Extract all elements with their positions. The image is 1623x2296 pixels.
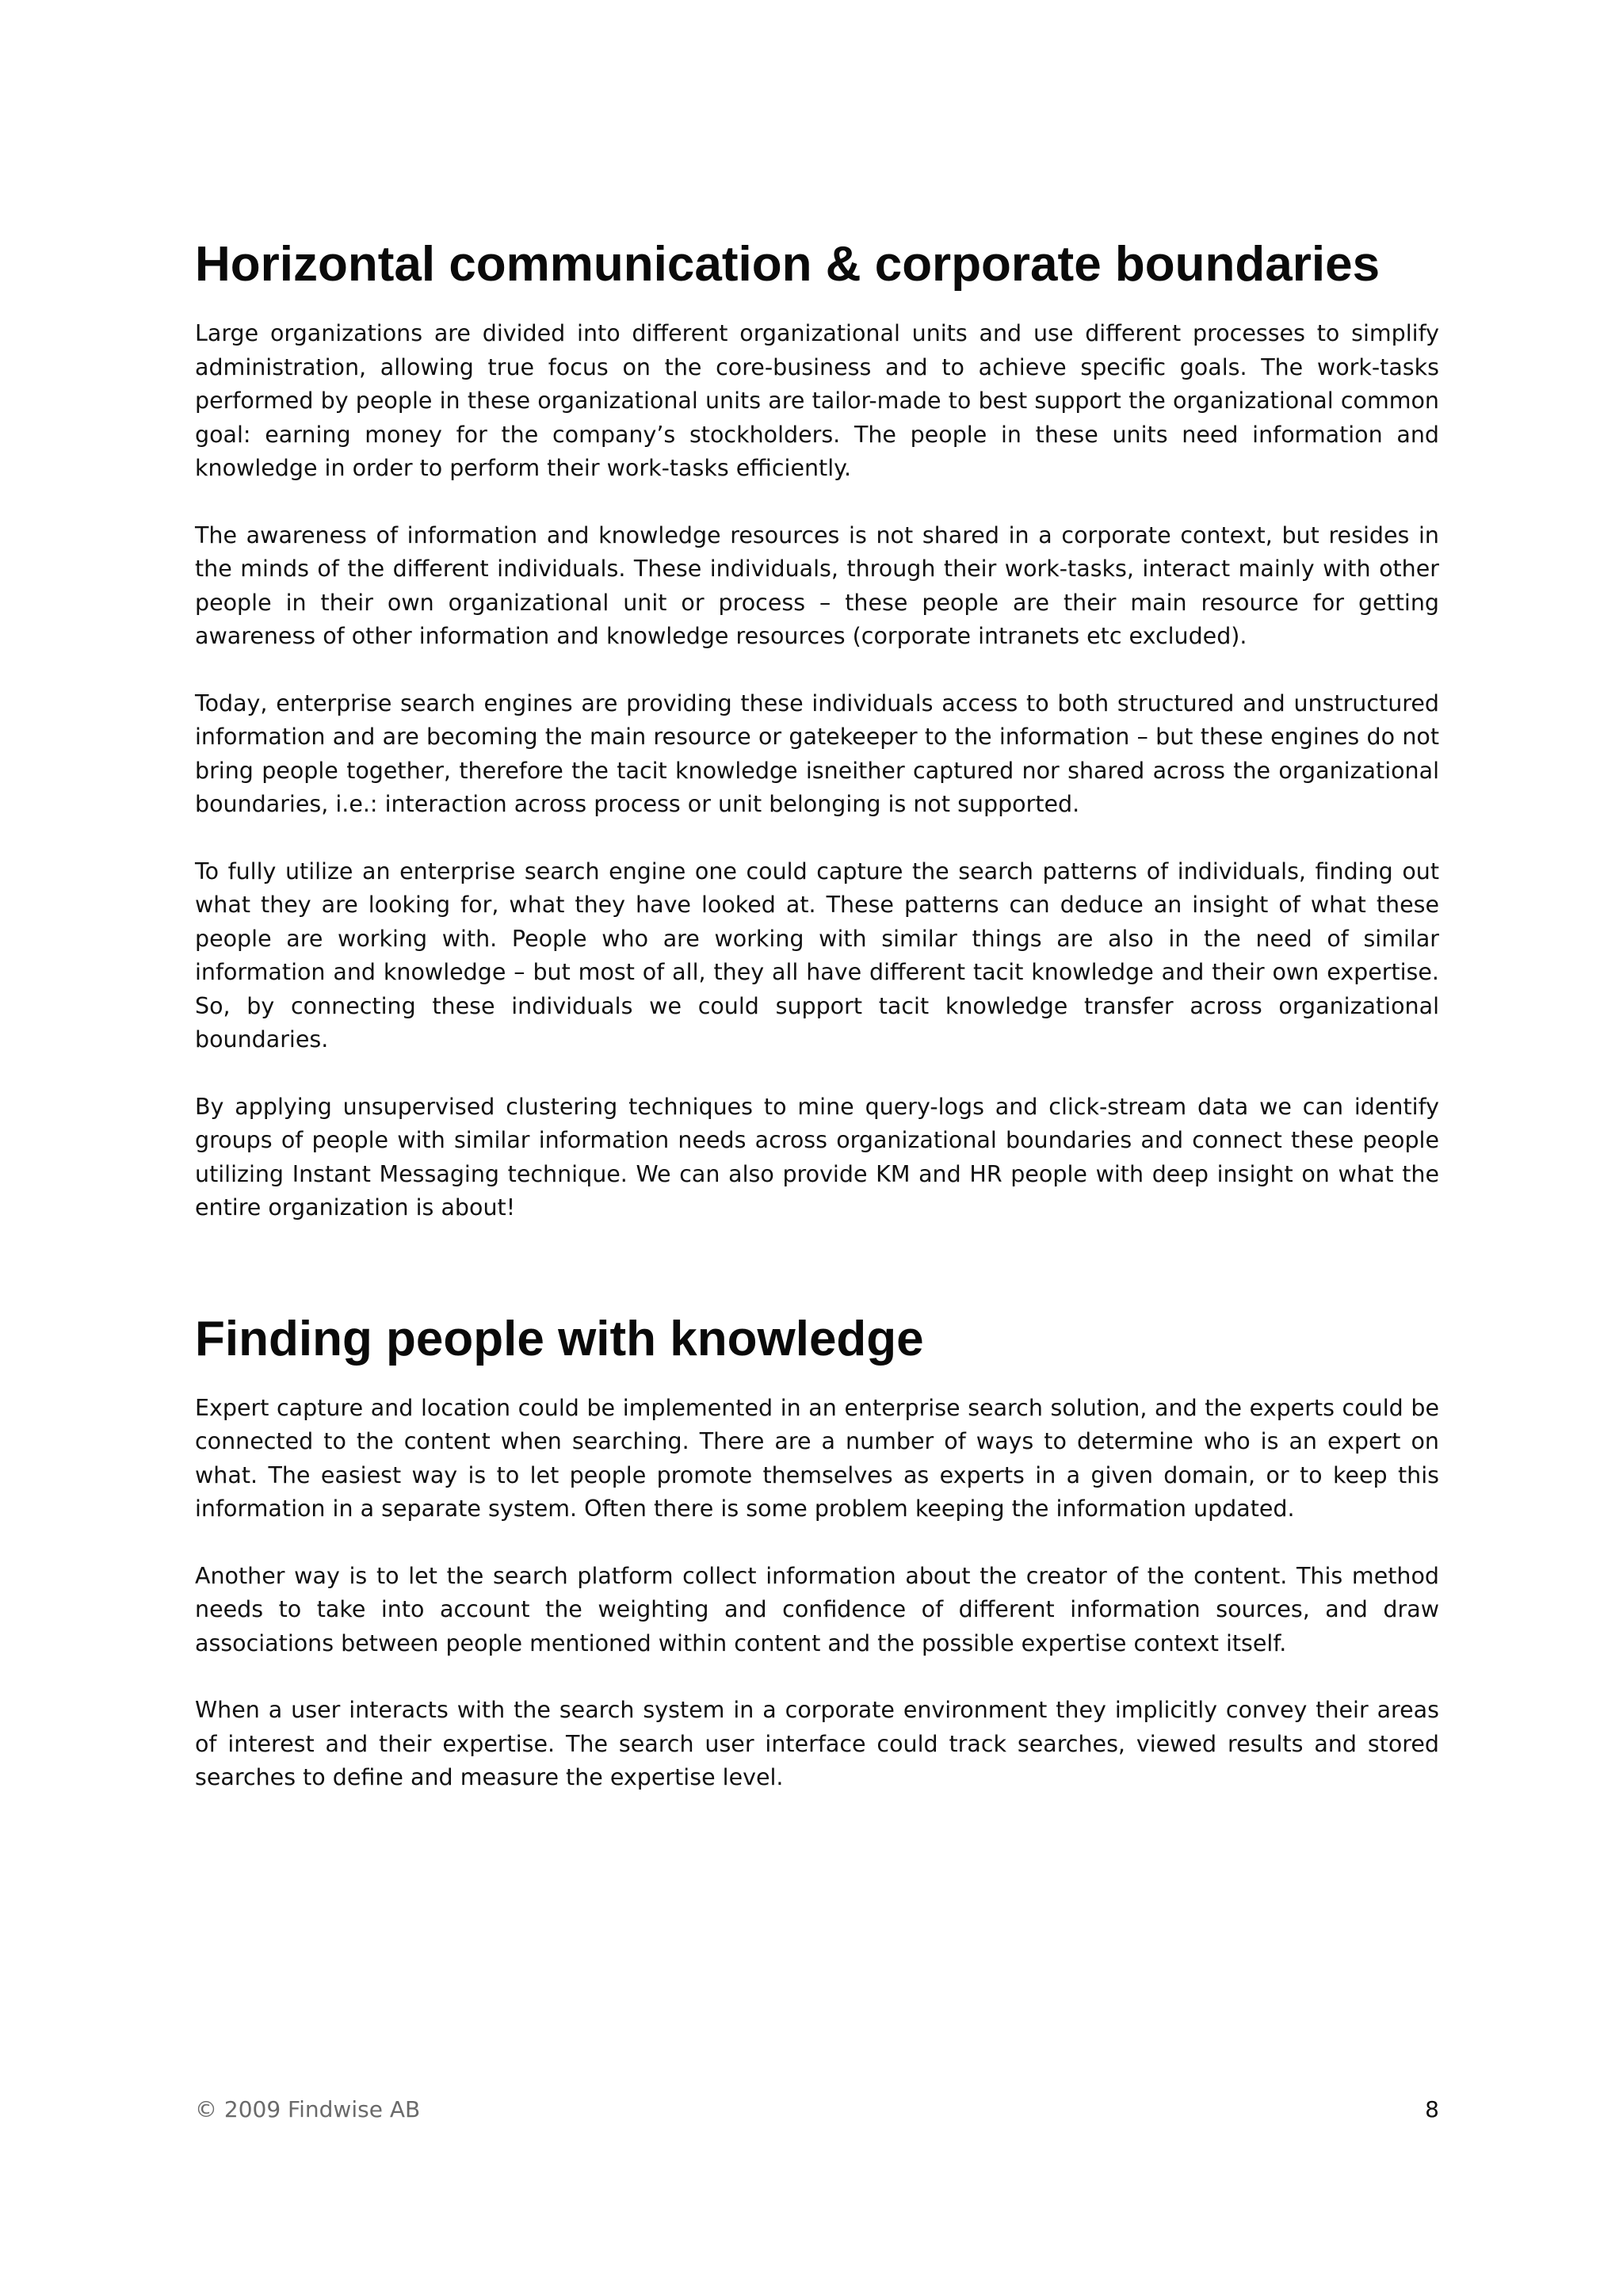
section-heading-finding-people: Finding people with knowledge (195, 1311, 924, 1366)
page-number: 8 (1425, 2096, 1439, 2122)
paragraph: The awareness of information and knowledge resources is not shared in a corporate context, but resides in the minds of the different individuals. These individuals, through their work-tasks, interact mainly with other people in their own organizational unit or process – these people are their main resource for getting awareness of other information and knowledge resources (corporate intranets etc excluded). (195, 521, 1439, 650)
paragraph: Another way is to let the search platform collect information about the creator of the content. This method needs to take into account the weighting and confidence of different information sources, and draw associations between people mentioned within content and the possible expertise context itself. (195, 1562, 1439, 1656)
copyright-notice: © 2009 Findwise AB (195, 2096, 421, 2122)
page-content (195, 238, 1439, 1828)
paragraph: When a user interacts with the search system in a corporate environment they implicitly convey their areas of interest and their expertise. The search user interface could track searches, viewed results and stored searches to define and measure the expertise level. (195, 1697, 1439, 1791)
paragraph: Large organizations are divided into different organizational units and use different processes to simplify administration, allowing true focus on the core-business and to achieve specific goals. The work-tasks performed by people in these organizational units are tailor-made to best support the organizational common goal: earning money for the company’s stockholders. The people in these units need information and knowledge in order to perform their work-tasks efficiently. (195, 320, 1439, 482)
paragraph: To fully utilize an enterprise search engine one could capture the search patterns of individuals, finding out what they are looking for, what they have looked at. These patterns can deduce an insight of what these people are working with. People who are working with similar things are also in the need of similar information and knowledge – but most of all, they all have different tacit knowledge and their own expertise. So, by connecting these individuals we could support tacit knowledge transfer across organizational boundaries. (195, 858, 1439, 1053)
section-heading-horizontal-communication: Horizontal communication & corporate boundaries (195, 237, 1381, 292)
paragraph: Today, enterprise search engines are providing these individuals access to both structured and unstructured information and are becoming the main resource or gatekeeper to the information – but these engines do not bring people together, therefore the tacit knowledge isneither captured nor shared across the organizational boundaries, i.e.: interaction across process or unit belonging is not supported. (195, 690, 1439, 818)
paragraph: Expert capture and location could be implemented in an enterprise search solution, and the experts could be connected to the content when searching. There are a number of ways to determine who is an expert on what. The easiest way is to let people promote themselves as experts in a given domain, or to keep this information in a separate system. Often there is some problem keeping the information updated. (195, 1394, 1439, 1522)
page-footer (195, 2096, 1439, 2128)
paragraph: By applying unsupervised clustering techniques to mine query-logs and click-stream data we can identify groups of people with similar information needs across organizational boundaries and connect these people utilizing Instant Messaging technique. We can also provide KM and HR people with deep insight on what the entire organization is about! (195, 1093, 1439, 1221)
